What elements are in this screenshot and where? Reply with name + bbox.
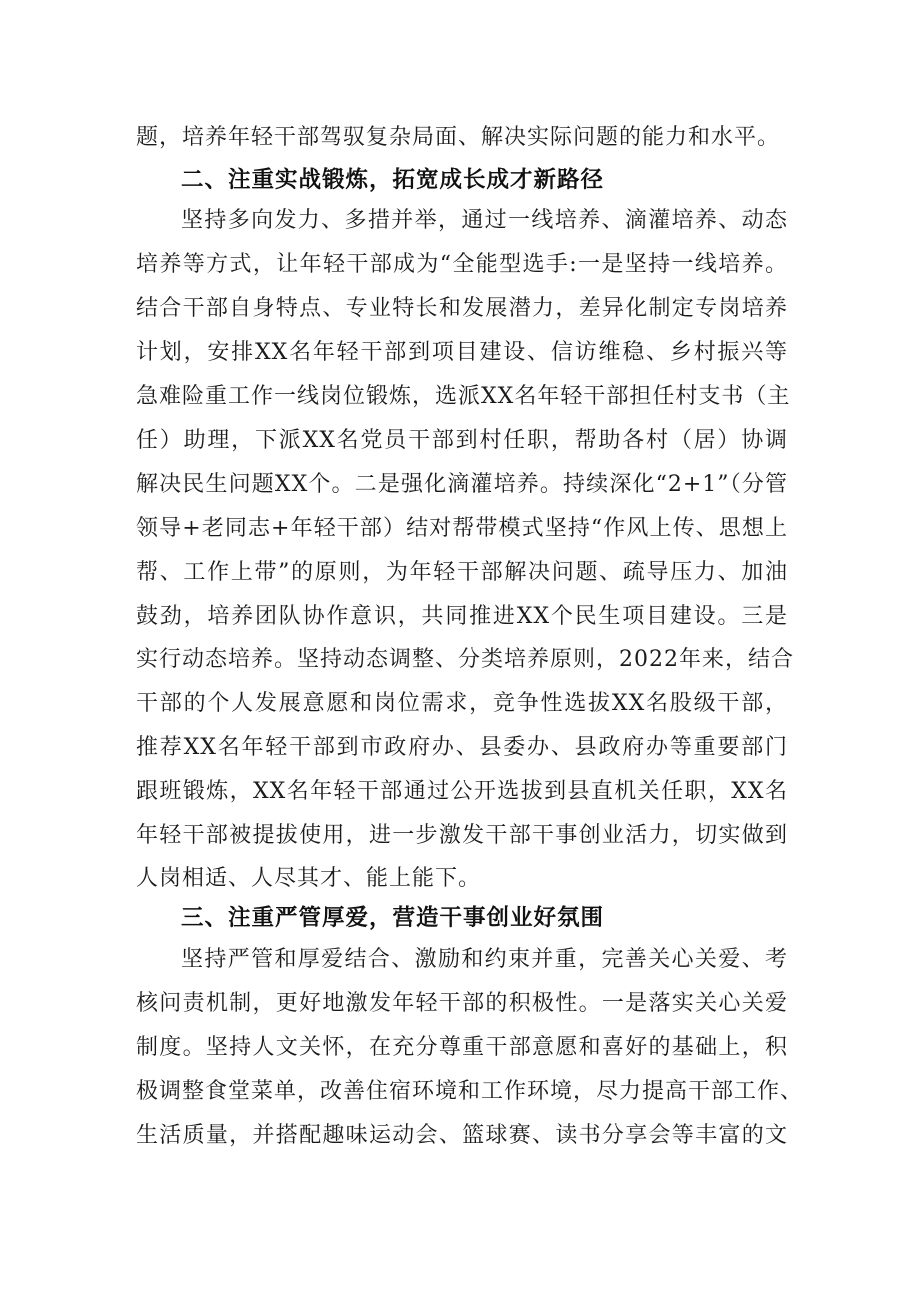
paragraph-line: 推荐XX名年轻干部到市政府办、县委办、县政府办等重要部门 — [136, 735, 788, 760]
paragraph-line: 干部的个人发展意愿和岗位需求，竞争性选拔XX名股级干部， — [136, 691, 788, 716]
paragraph-line: 任）助理，下派XX名党员干部到村任职，帮助各村（居）协调 — [136, 428, 788, 453]
section-heading-3: 三、注重严管厚爱，营造干事创业好氛围 — [181, 905, 605, 931]
paragraph-line: 人岗相适、人尽其才、能上能下。 — [136, 866, 482, 891]
paragraph-line: 鼓劲，培养团队协作意识，共同推进XX个民生项目建设。三是 — [136, 604, 788, 629]
paragraph-line: 极调整食堂菜单，改善住宿环境和工作环境，尽力提高干部工作、 — [136, 1079, 804, 1104]
paragraph-line: 培养等方式，让年轻干部成为“全能型选手:一是坚持一线培养。 — [136, 252, 788, 277]
paragraph-line: 解决民生问题XX个。二是强化滴灌培养。持续深化“2+1”（分管 — [136, 472, 788, 497]
paragraph-line: 急难险重工作一线岗位锻炼，选派XX名年轻干部担任村支书（主 — [136, 384, 791, 409]
paragraph-line: 核问责机制，更好地激发年轻干部的积极性。一是落实关心关爱 — [136, 991, 788, 1016]
paragraph-line: 生活质量，并搭配趣味运动会、篮球赛、读书分享会等丰富的文 — [136, 1123, 788, 1148]
paragraph-line: 题，培养年轻干部驾驭复杂局面、解决实际问题的能力和水平。 — [136, 125, 781, 150]
paragraph-line: 制度。坚持人文关怀，在充分尊重干部意愿和喜好的基础上，积 — [136, 1035, 788, 1060]
paragraph-line: 结合干部自身特点、专业特长和发展潜力，差异化制定专岗培养 — [136, 296, 788, 321]
paragraph-line: 实行动态培养。坚持动态调整、分类培养原则，2022年来，结合 — [136, 647, 794, 672]
paragraph-line: 计划，安排XX名年轻干部到项目建设、信访维稳、乡村振兴等 — [136, 340, 788, 365]
section-heading-2: 二、注重实战锻炼，拓宽成长成才新路径 — [181, 167, 605, 193]
paragraph-line: 坚持多向发力、多措并举，通过一线培养、滴灌培养、动态 — [181, 208, 788, 233]
paragraph-line: 帮、工作上带”的原则，为年轻干部解决问题、疏导压力、加油 — [136, 560, 788, 585]
paragraph-line: 年轻干部被提拔使用，进一步激发干部干事创业活力，切实做到 — [136, 823, 788, 848]
paragraph-line: 跟班锻炼，XX名年轻干部通过公开选拔到县直机关任职，XX名 — [136, 779, 788, 804]
paragraph-line: 领导+老同志+年轻干部）结对帮带模式坚持“作风上传、思想上 — [136, 516, 788, 541]
paragraph-line: 坚持严管和厚爱结合、激励和约束并重，完善关心关爱、考 — [181, 947, 788, 972]
